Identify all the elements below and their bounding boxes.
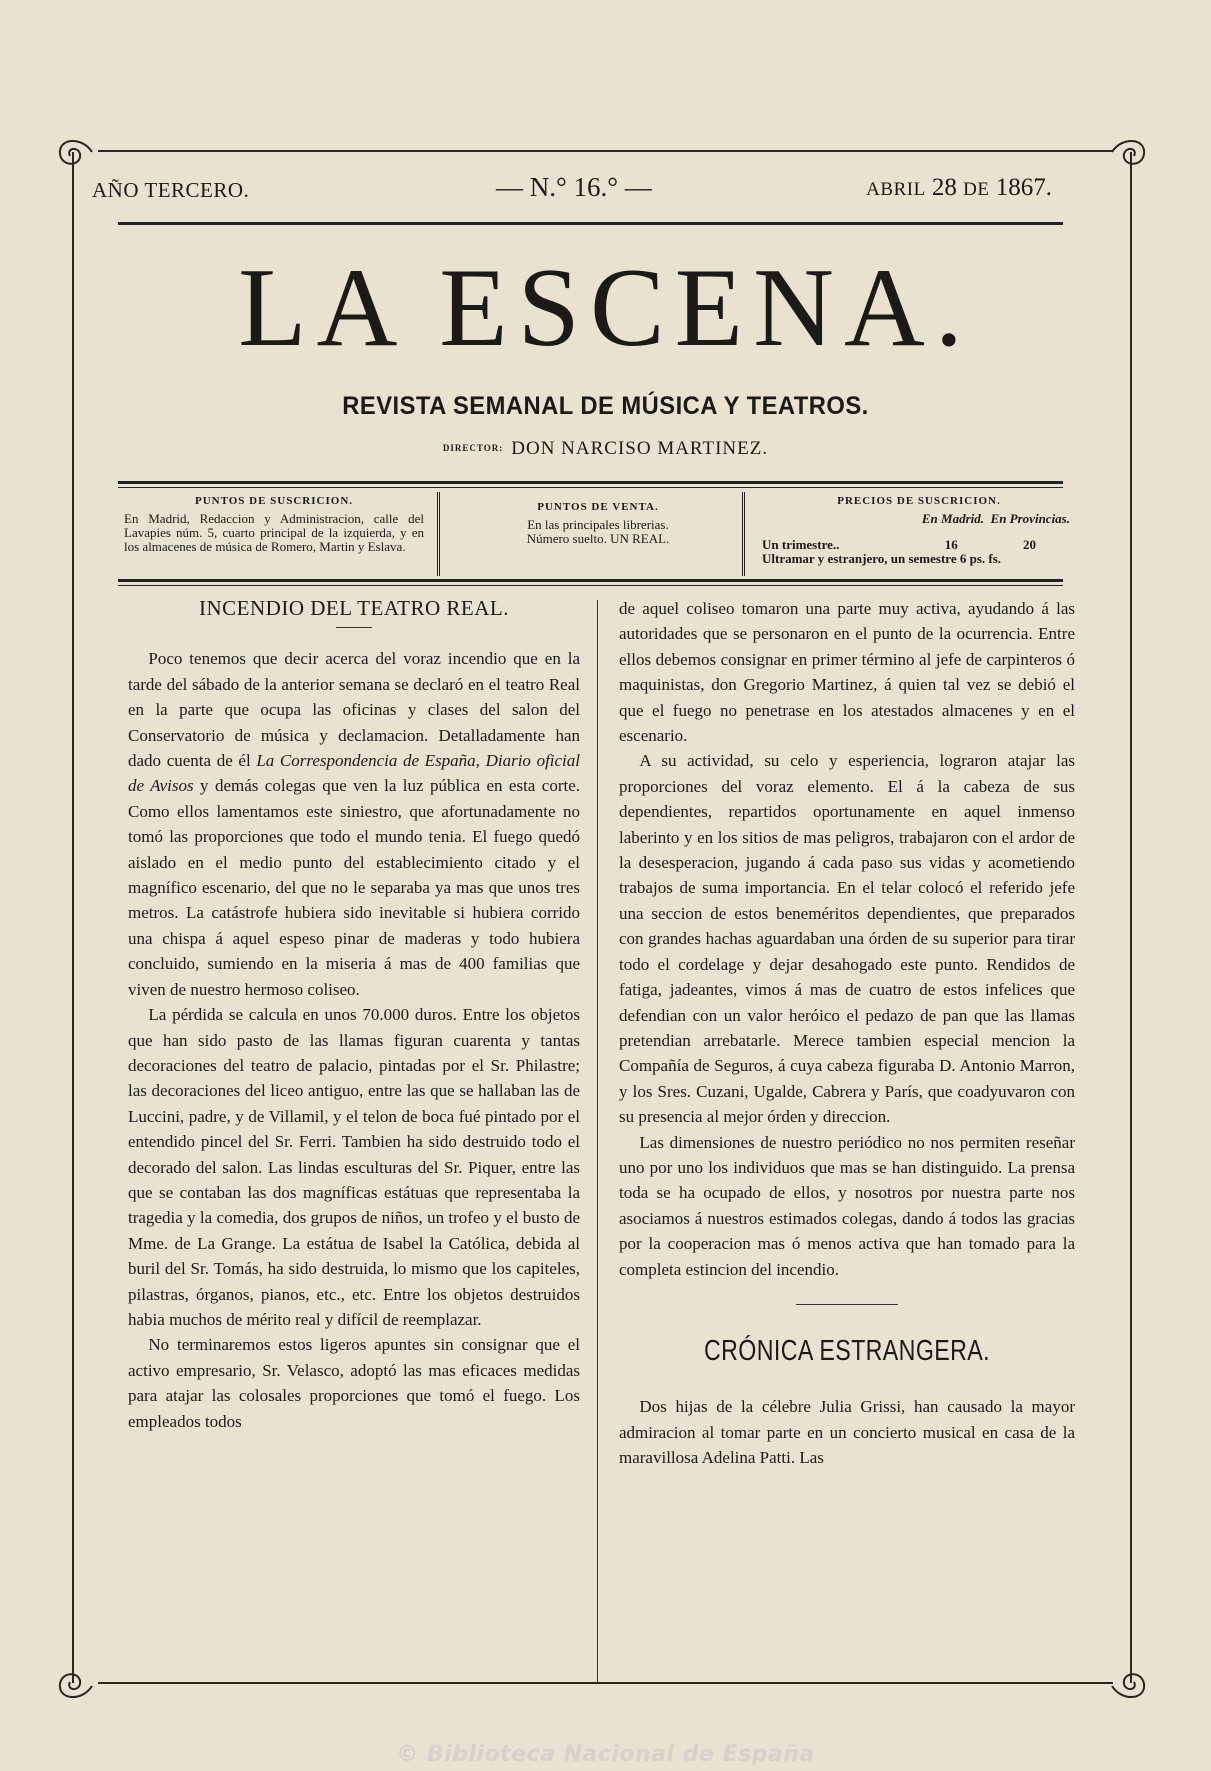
ornament-corner-icon: [52, 1660, 98, 1706]
newspaper-subtitle: REVISTA SEMANAL DE MÚSICA Y TEATROS.: [342, 392, 869, 420]
ornament-corner-icon: [1106, 1660, 1152, 1706]
prices-box: [762, 494, 1076, 574]
director-label: DIRECTOR:: [442, 443, 504, 453]
subscription-points-text: En Madrid, Redaccion y Administracion, calle del Lavapies núm. 5, cuarto principal de la izquierda, y en los almacenes de música de Romero, Martin y Eslava.: [124, 511, 424, 554]
info-separator: [742, 492, 748, 576]
director-name: DON NARCISO MARTINEZ.: [511, 438, 769, 459]
article-paragraph: A su actividad, su celo y esperiencia, lograron atajar las proporciones del voraz elemento. El á la cabeza de sus dependientes, repartidos oportunamente en aquel inmenso laberinto y en los sitios de mas peligros, trabajaron con el ardor de la desesperacion, jugando á cada paso sus vidas y acometiendo trabajos de suma importancia. En el telar colocó el referido jefe una seccion de estos beneméritos dependientes, que preparados con grandes hachas aguardaban una órden de su superior para tirar todo el cordelage y dejar desahogado este punto. Rendidos de fatiga, jadeantes, vimos á mas de cuatro de estos infelices que defendian con un valor heróico el pedazo de pan que las llamas pretendian arrebatarle. Merece tambien especial mencion la Compañía de Seguros, á cuya cabeza figuraba D. Antonio Marron, y los Sres. Cuzani, Ugalde, Cabrera y París, que coadyuvaron con su presencia al mejor órden y direccion.: [619, 751, 1075, 1127]
issue-date: ABRIL 28 DE 1867.: [866, 174, 1052, 201]
left-column: [128, 596, 580, 1434]
newspaper-title: LA ESCENA.: [238, 246, 973, 370]
sale-points-line2: Número suelto. UN REAL.: [526, 531, 670, 546]
section-rule: [796, 1304, 898, 1305]
frame-top-rule: [98, 150, 1113, 152]
library-watermark: © Biblioteca Nacional de España: [396, 1742, 815, 1767]
prices-heading: PRECIOS DE SUSCRICION.: [837, 495, 1001, 507]
subscription-points-box: [124, 494, 424, 574]
info-bottom-rule: [118, 579, 1063, 582]
section-title: CRÓNICA ESTRANGERA.: [703, 1334, 991, 1367]
issue-line: [92, 172, 1052, 206]
article-paragraph: La pérdida se calcula en unos 70.000 duros. Entre los objetos que han sido pasto de las llamas figuran cuarenta y tantas decoraciones del teatro de palacio, pintadas por el Sr. Philastre; las decoraciones del liceo antiguo, entre las que se hallaban las de Luccini, padre, y de Villamil, y el telon de boca fué pintado por el entendido pincel del Sr. Ferri. Tambien ha sido destruido todo el decorado del salon. Las lindas esculturas del Sr. Piquer, entre las que se contaban las dos magníficas estátuas que representaba la tragedia y la comedia, dos grupos de niños, un trofeo y el busto de Mme. de La Grange. La estátua de Isabel la Católica, debida al buril del Sr. Tomás, ha sido destruida, lo mismo que los capiteles, pilastras, órganos, pianos, etc., etc. Entre los objetos destruidos habia muchos de mérito real y difícil de reemplazar.: [128, 1005, 580, 1329]
prices-overseas: Ultramar y estranjero, un semestre 6 ps. fs.: [762, 551, 1002, 566]
frame-bottom-rule: [98, 1682, 1113, 1684]
sale-points-heading: PUNTOS DE VENTA.: [537, 501, 659, 513]
article-paragraph: Las dimensiones de nuestro periódico no nos permiten reseñar uno por uno los individuos que mas se han distinguido. La prensa toda se ha ocupado de ellos, y nosotros por nuestra parte nos asociamos á nuestros estimados colegas, dando á todos las gracias por la cooperacion mas ó menos activa que han tomado para la completa estincion del incendio.: [619, 1132, 1075, 1279]
issue-number: — N.° 16.° —: [496, 172, 652, 202]
article-paragraph: No terminaremos estos ligeros apuntes sin consignar que el activo empresario, Sr. Velasco, adoptó las mas eficaces medidas para atajar las colosales proporciones que tomó el fuego. Los empleados todos: [128, 1335, 580, 1431]
column-separator: [597, 600, 598, 1682]
info-top-rule: [118, 481, 1063, 484]
ornament-corner-icon: [1106, 132, 1152, 178]
masthead-top-rule: [118, 222, 1063, 225]
info-bottom-rule-thin: [118, 585, 1063, 586]
prices-columns: En Madrid. En Provincias.: [921, 511, 1070, 526]
title-rule: [336, 627, 372, 628]
right-column: [619, 596, 1075, 1471]
subscription-points-heading: PUNTOS DE SUSCRICION.: [194, 495, 354, 507]
article-paragraph: Dos hijas de la célebre Julia Grissi, han causado la mayor admiracion al tomar parte en un concierto musical en casa de la maravillosa Adelina Patti. Las: [619, 1397, 1075, 1468]
issue-year: AÑO TERCERO.: [92, 178, 250, 202]
article-paragraph: de aquel coliseo tomaron una parte muy activa, ayudando á las autoridades que se personaron en el punto de la ocurrencia. Entre ellos debemos consignar en primer término al jefe de carpinteros ó maquinistas, don Gregorio Martinez, á quien tal vez se debió el que el fuego no penetrase en los atestados almacenes y en el escenario.: [619, 599, 1075, 746]
article-title: INCENDIO DEL TEATRO REAL.: [199, 596, 509, 620]
article-paragraph: Poco tenemos que decir acerca del voraz incendio que en la tarde del sábado de la anterior semana se declaró en el teatro Real en la parte que ocupa las oficinas y clases del salon del Conservatorio de música y declamacion. Detalladamente han dado cuenta de él La Correspondencia de España, Diario oficial de Avisos y demás colegas que ven la luz pública en esta corte. Como ellos lamentamos este siniestro, que afortunadamente no tomó las proporciones que todo el mundo tenia. El fuego quedó aislado en el medio punto del establecimiento citado y el magnífico escenario, del que no le separaba ya mas que unos tres metros. La catástrofe hubiera sido inevitable si hubiera corrido una chispa á aquel espeso pinar de maderas y todo hubiera concluido, sumiendo en la miseria á mas de 400 familias que viven de nuestro hermoso coliseo.: [128, 649, 581, 999]
sale-points-line1: En las principales librerias.: [527, 517, 669, 532]
director-line: [0, 438, 1211, 460]
info-top-rule-thin: [118, 487, 1063, 488]
info-separator: [437, 492, 443, 576]
sale-points-box: [478, 494, 718, 574]
prices-trimester-row: Un trimestre.. 16 20: [762, 537, 1036, 552]
